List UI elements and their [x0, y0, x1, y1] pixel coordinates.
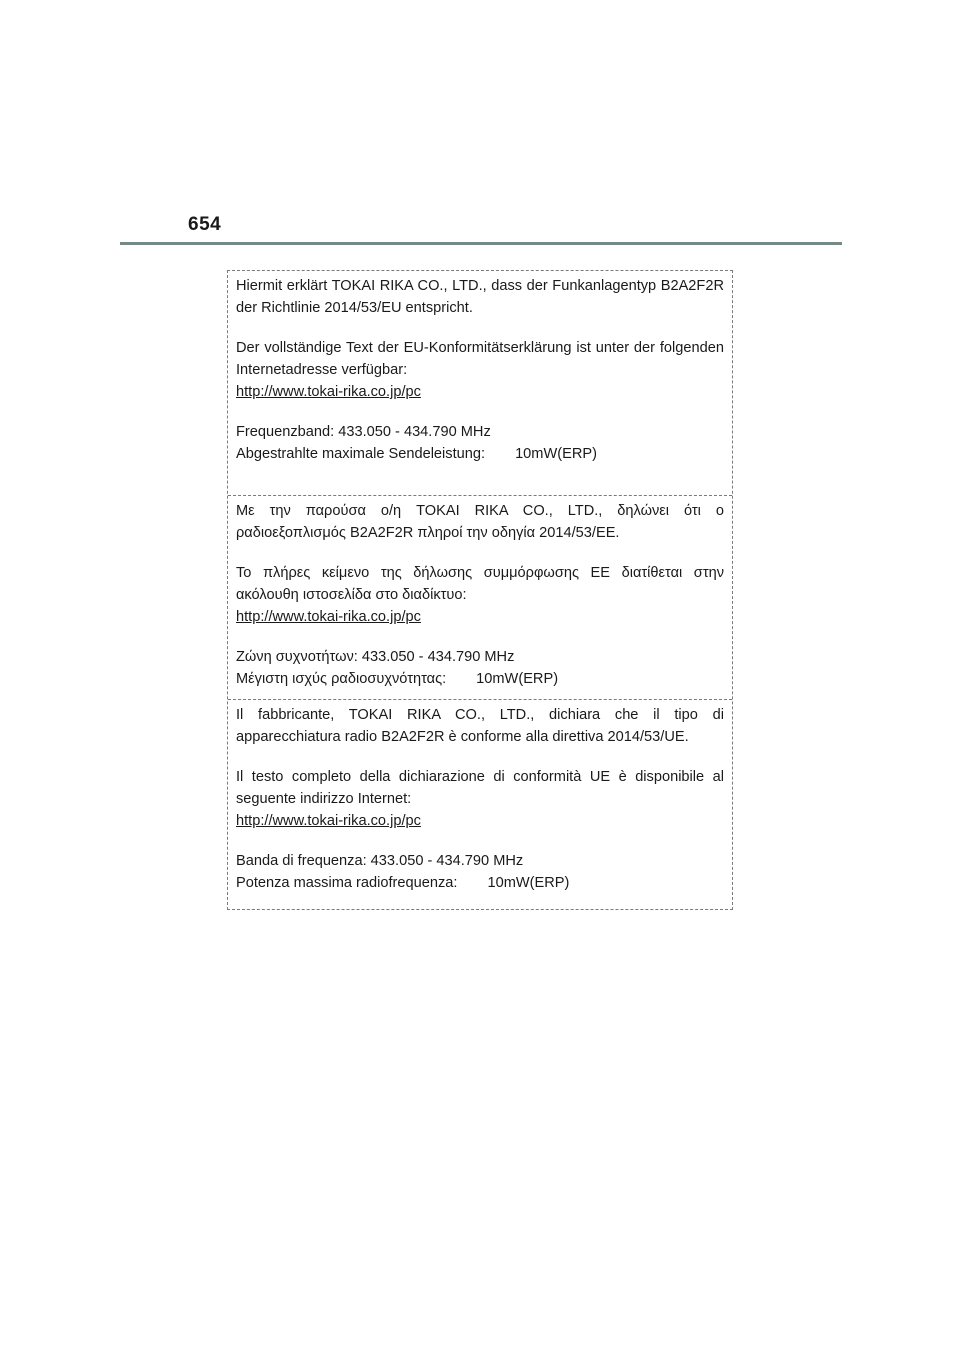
full-text-info-el [236, 562, 724, 628]
max-power-label-it: Potenza massima radiofrequenza: [236, 875, 458, 891]
frequency-band-it: Banda di frequenza: 433.050 - 434.790 MHz [236, 853, 524, 869]
max-power-line-el [236, 668, 724, 690]
declaration-text-it: Il fabbricante, TOKAI RIKA CO., LTD., dichiara che il tipo di apparecchiatura radio B2A2F2R è conforme alla direttiva 2014/53/UE. [236, 707, 724, 745]
conformity-url-link-it[interactable]: http://www.tokai-rika.co.jp/pc [236, 813, 421, 829]
max-power-line-it [236, 872, 724, 894]
max-power-label-de: Abgestrahlte maximale Sendeleistung: [236, 446, 486, 462]
specs-el [236, 646, 724, 690]
conformity-url-link-el[interactable]: http://www.tokai-rika.co.jp/pc [236, 609, 421, 625]
max-power-value-el: 10mW(ERP) [476, 671, 559, 687]
max-power-value-it: 10mW(ERP) [487, 875, 570, 891]
declaration-text-el: Με την παρούσα ο/η TOKAI RIKA CO., LTD., δηλώνει ότι ο ραδιοεξοπλισμός B2A2F2R πληροί την οδηγία 2014/53/ΕΕ. [236, 503, 724, 541]
max-power-label-el: Μέγιστη ισχύς ραδιοσυχνότητας: [236, 671, 447, 687]
section-german [228, 271, 732, 495]
declaration-text-de: Hiermit erklärt TOKAI RIKA CO., LTD., dass der Funkanlagentyp B2A2F2R der Richtlinie 2014/53/EU entspricht. [236, 278, 724, 316]
full-text-intro-it: Il testo completo della dichiarazione di conformità UE è disponibile al seguente indirizzo Internet: [236, 769, 724, 807]
full-text-intro-el: Το πλήρες κείμενο της δήλωσης συμμόρφωσης ΕΕ διατίθεται στην ακόλουθη ιστοσελίδα στο διαδίκτυο: [236, 565, 724, 603]
page-number: 654 [188, 214, 222, 235]
eu-conformity-notice-box [227, 270, 733, 910]
header-divider [120, 242, 842, 245]
full-text-info-it [236, 766, 724, 832]
full-text-intro-de: Der vollständige Text der EU-Konformitätserklärung ist unter der folgenden Internetadresse verfügbar: [236, 340, 724, 378]
max-power-line-de [236, 443, 724, 465]
frequency-band-el: Ζώνη συχνοτήτων: 433.050 - 434.790 MHz [236, 649, 515, 665]
specs-de [236, 421, 724, 465]
max-power-value-de: 10mW(ERP) [515, 446, 597, 462]
frequency-band-de: Frequenzband: 433.050 - 434.790 MHz [236, 424, 491, 440]
section-italian [228, 699, 732, 909]
section-greek [228, 495, 732, 699]
specs-it [236, 850, 724, 894]
conformity-url-link-de[interactable]: http://www.tokai-rika.co.jp/pc [236, 384, 421, 400]
full-text-info-de [236, 337, 724, 403]
